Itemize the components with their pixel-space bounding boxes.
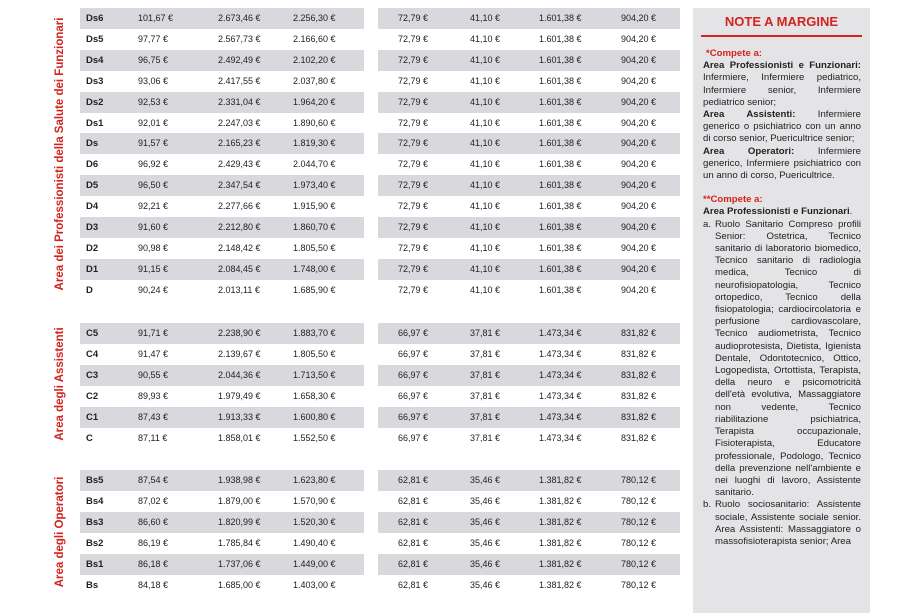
cell-col-4: 72,79 €: [398, 284, 429, 295]
cell-col-3: 1.658,30 €: [293, 390, 336, 401]
cell-col-6: 1.601,38 €: [539, 222, 582, 232]
cell-col-5: 37,81 €: [470, 348, 501, 359]
cell-col-5: 35,46 €: [470, 495, 501, 506]
table-row: [80, 238, 680, 259]
cell-col-1: 92,01 €: [138, 117, 169, 128]
note2-prof-heading-text: Area Professionisti e Funzionari: [703, 206, 850, 218]
cell-col-5: 35,46 €: [470, 558, 501, 569]
cell-col-7: 831,82 €: [621, 348, 657, 359]
cell-col-3: 1.819,30 €: [293, 138, 336, 149]
cell-col-4: 72,79 €: [398, 117, 429, 128]
cell-col-1: 92,21 €: [138, 201, 169, 212]
table-row: [80, 470, 680, 491]
cell-col-1: 93,06 €: [138, 75, 169, 86]
table-row: [80, 29, 680, 50]
row-grade: Bs5: [86, 475, 104, 486]
note-assist: [703, 109, 861, 146]
cell-col-7: 780,12 €: [621, 516, 657, 527]
cell-col-6: 1.601,38 €: [539, 96, 582, 107]
cell-col-5: 41,10 €: [470, 263, 501, 274]
notes-title: NOTE A MARGINE: [724, 14, 839, 29]
cell-col-2: 2.165,23 €: [218, 138, 261, 149]
cell-col-6: 1.381,82 €: [539, 495, 582, 506]
row-grade: D6: [86, 159, 99, 171]
cell-col-1: 91,71 €: [138, 328, 169, 338]
cell-col-7: 904,20 €: [621, 284, 657, 295]
cell-col-1: 91,15 €: [138, 263, 169, 274]
row-grade: D5: [86, 180, 99, 192]
cell-col-3: 2.044,70 €: [293, 159, 336, 170]
cell-col-4: 66,97 €: [398, 390, 429, 401]
vertical-label-funzionari: Area dei Professionisti della Salute dei Funzionari: [54, 17, 66, 291]
cell-col-7: 904,20 €: [621, 96, 657, 107]
cell-col-5: 41,10 €: [470, 284, 501, 295]
cell-col-5: 41,10 €: [470, 242, 501, 253]
cell-col-5: 41,10 €: [470, 180, 501, 191]
vertical-label-operatori: Area degli Operatori: [54, 476, 66, 588]
row-grade: C5: [86, 328, 99, 339]
cell-col-7: 831,82 €: [621, 432, 657, 443]
note-assist-label: Area Assistenti:: [703, 109, 796, 121]
note-prof: [703, 60, 861, 109]
row-grade: Ds5: [86, 33, 104, 45]
table-row: [80, 428, 680, 449]
cell-col-4: 72,79 €: [398, 54, 429, 65]
table-row: [80, 154, 680, 175]
cell-col-4: 62,81 €: [398, 558, 429, 569]
cell-col-3: 1.623,80 €: [293, 475, 336, 485]
cell-col-3: 1.915,90 €: [293, 201, 336, 212]
cell-col-6: 1.473,34 €: [539, 411, 582, 422]
row-grade: D2: [86, 242, 99, 254]
cell-col-5: 35,46 €: [470, 537, 501, 548]
cell-col-4: 62,81 €: [398, 475, 429, 485]
cell-col-1: 91,60 €: [138, 222, 169, 232]
cell-col-4: 72,79 €: [398, 33, 429, 44]
cell-col-7: 831,82 €: [621, 411, 657, 422]
cell-col-1: 90,24 €: [138, 284, 169, 295]
table-row: [80, 554, 680, 575]
row-grade: Bs2: [86, 537, 104, 549]
cell-col-2: 2.084,45 €: [218, 263, 261, 274]
cell-col-2: 2.044,36 €: [218, 369, 261, 380]
cell-col-6: 1.601,38 €: [539, 117, 582, 128]
note-assist-text: Infermiere generico o psichiatrico con un anno di corso senior, Puericultrice senior;: [703, 109, 861, 145]
table-row: [80, 8, 680, 29]
notes-title-rule: [701, 35, 862, 37]
note-prof-label: Area Professionisti e Funzionari:: [703, 60, 861, 72]
cell-col-4: 72,79 €: [398, 13, 429, 23]
cell-col-7: 904,20 €: [621, 222, 657, 232]
note-prof-text: Infermiere, Infermiere pediatrico, Infermiere senior, Infermiere pediatrico senior;: [703, 72, 861, 108]
row-grade: Bs3: [86, 516, 104, 528]
table-row: [80, 344, 680, 365]
cell-col-1: 86,18 €: [138, 558, 169, 569]
cell-col-4: 62,81 €: [398, 537, 429, 548]
cell-col-2: 2.331,04 €: [218, 96, 261, 107]
cell-col-5: 41,10 €: [470, 117, 501, 128]
cell-col-7: 780,12 €: [621, 579, 657, 590]
cell-col-4: 66,97 €: [398, 328, 429, 338]
row-grade: D3: [86, 222, 99, 233]
cell-col-2: 1.879,00 €: [218, 495, 261, 506]
cell-col-4: 72,79 €: [398, 263, 429, 274]
cell-col-3: 1.805,50 €: [293, 348, 336, 359]
note-oper-label: Area Operatori:: [703, 145, 795, 157]
cell-col-3: 2.166,60 €: [293, 33, 336, 44]
table-row: [80, 133, 680, 154]
row-grade: Ds6: [86, 13, 104, 24]
note2-item-a: [703, 219, 861, 500]
cell-col-6: 1.601,38 €: [539, 263, 582, 274]
row-grade: C1: [86, 411, 99, 423]
cell-col-4: 66,97 €: [398, 432, 429, 443]
salary-table: [80, 0, 680, 613]
cell-col-1: 92,53 €: [138, 96, 169, 107]
cell-col-1: 84,18 €: [138, 579, 169, 590]
note2-item-b: [703, 499, 861, 548]
cell-col-2: 1.938,98 €: [218, 475, 261, 485]
cell-col-3: 1.600,80 €: [293, 411, 336, 422]
notes-body: [703, 48, 861, 548]
cell-col-6: 1.473,34 €: [539, 432, 582, 443]
row-grade: Ds2: [86, 96, 104, 108]
cell-col-3: 1.449,00 €: [293, 558, 336, 569]
cell-col-7: 904,20 €: [621, 242, 657, 253]
table-row: [80, 92, 680, 113]
table-row: [80, 175, 680, 196]
cell-col-6: 1.601,38 €: [539, 33, 582, 44]
cell-col-7: 904,20 €: [621, 263, 657, 274]
cell-col-2: 1.820,99 €: [218, 516, 261, 527]
cell-col-7: 904,20 €: [621, 54, 657, 65]
cell-col-1: 86,60 €: [138, 516, 169, 527]
margin-notes: [693, 8, 870, 613]
row-grade: Ds: [86, 138, 99, 150]
table-row: [80, 217, 680, 238]
cell-col-5: 35,46 €: [470, 475, 501, 485]
cell-col-1: 97,77 €: [138, 33, 169, 44]
table-row: [80, 575, 680, 596]
note2-prof-heading-end: .: [849, 206, 853, 218]
cell-col-7: 831,82 €: [621, 328, 657, 338]
cell-col-7: 904,20 €: [621, 75, 657, 86]
cell-col-4: 66,97 €: [398, 411, 429, 422]
cell-col-3: 2.102,20 €: [293, 54, 336, 65]
table-row: [80, 533, 680, 554]
cell-col-3: 1.490,40 €: [293, 537, 336, 548]
cell-col-2: 1.685,00 €: [218, 579, 261, 590]
cell-col-5: 41,10 €: [470, 138, 501, 149]
cell-col-2: 2.417,55 €: [218, 75, 261, 86]
note2-prof-heading: [703, 206, 861, 218]
row-grade: Ds4: [86, 54, 104, 66]
cell-col-3: 1.890,60 €: [293, 117, 336, 128]
cell-col-1: 89,93 €: [138, 390, 169, 401]
cell-col-4: 72,79 €: [398, 201, 429, 212]
cell-col-2: 1.979,49 €: [218, 390, 261, 401]
table-row: [80, 491, 680, 512]
cell-col-1: 96,50 €: [138, 180, 169, 191]
table-row: [80, 71, 680, 92]
table-row: [80, 386, 680, 407]
cell-col-2: 2.148,42 €: [218, 242, 261, 253]
cell-col-1: 91,47 €: [138, 348, 169, 359]
cell-col-1: 91,57 €: [138, 138, 169, 149]
cell-col-4: 72,79 €: [398, 96, 429, 107]
cell-col-3: 1.403,00 €: [293, 579, 336, 590]
cell-col-7: 780,12 €: [621, 475, 657, 485]
cell-col-7: 904,20 €: [621, 180, 657, 191]
cell-col-5: 41,10 €: [470, 13, 501, 23]
row-grade: Bs: [86, 579, 99, 591]
cell-col-3: 1.883,70 €: [293, 328, 336, 338]
row-grade: C2: [86, 390, 99, 402]
note2-item-b-marker: b.: [703, 499, 712, 511]
table-row: [80, 259, 680, 280]
row-grade: D1: [86, 263, 99, 275]
cell-col-6: 1.381,82 €: [539, 537, 582, 548]
cell-col-5: 41,10 €: [470, 96, 501, 107]
cell-col-2: 2.238,90 €: [218, 328, 261, 338]
cell-col-4: 72,79 €: [398, 222, 429, 232]
cell-col-5: 41,10 €: [470, 201, 501, 212]
cell-col-1: 101,67 €: [138, 13, 174, 23]
cell-col-7: 780,12 €: [621, 537, 657, 548]
cell-col-4: 72,79 €: [398, 159, 429, 170]
cell-col-6: 1.473,34 €: [539, 390, 582, 401]
cell-col-2: 1.785,84 €: [218, 537, 261, 548]
cell-col-2: 2.492,49 €: [218, 54, 261, 65]
cell-col-5: 41,10 €: [470, 33, 501, 44]
cell-col-5: 41,10 €: [470, 222, 501, 232]
cell-col-1: 90,55 €: [138, 369, 169, 380]
cell-col-7: 831,82 €: [621, 369, 657, 380]
cell-col-5: 41,10 €: [470, 54, 501, 65]
cell-col-1: 87,02 €: [138, 495, 169, 506]
compete-heading-1: *Compete a:: [706, 48, 762, 59]
note2-item-a-text: Ruolo Sanitario Compreso profili Senior: Ostetrica, Tecnico sanitario di laboratorio biomedico, Tecnico sanitario di radiologia medica, Tecnico di neurofisiopatologia, Tecnico ortopedico, Tecnico della fisiopatologia; cardiocircolatoria e perfusione cardiovascolare, Tecnico audiometrista, Tecnico audioprotesista, Dietista, Igienista Dentale, Odontotecnico, Ottico, Logopedista, Ortottista, Terapista, della neuro e psicomotricità dell'età evolutiva, Massaggiatore non vedente, Tecnico riabilitazione psichiatrica, Terapista occupazionale, Fisioterapista, Educatore professionale, Podologo, Tecnico della prevenzione nell'ambiente e nei luoghi di lavoro, Assistente sanitario.: [715, 218, 861, 499]
cell-col-3: 1.520,30 €: [293, 516, 336, 527]
cell-col-2: 2.429,43 €: [218, 159, 261, 170]
cell-col-6: 1.601,38 €: [539, 75, 582, 86]
cell-col-6: 1.601,38 €: [539, 201, 582, 212]
cell-col-1: 87,54 €: [138, 475, 169, 485]
row-grade: Ds3: [86, 75, 104, 87]
cell-col-6: 1.601,38 €: [539, 13, 582, 23]
table-row: [80, 50, 680, 71]
cell-col-7: 904,20 €: [621, 117, 657, 128]
cell-col-3: 1.805,50 €: [293, 242, 336, 253]
table-row: [80, 407, 680, 428]
cell-col-2: 2.212,80 €: [218, 222, 261, 232]
table-row: [80, 512, 680, 533]
cell-col-3: 1.713,50 €: [293, 369, 336, 380]
cell-col-2: 2.139,67 €: [218, 348, 261, 359]
row-grade: C4: [86, 348, 99, 360]
cell-col-6: 1.601,38 €: [539, 284, 582, 295]
cell-col-2: 2.013,11 €: [218, 284, 260, 295]
cell-col-5: 35,46 €: [470, 516, 501, 527]
cell-col-5: 37,81 €: [470, 328, 501, 338]
note2-item-b-text: Ruolo sociosanitario: Assistente sociale, Assistente sociale senior. Area Assistenti: Massaggiatore o massofisioterapista senior; Area: [715, 499, 861, 547]
cell-col-5: 37,81 €: [470, 432, 501, 443]
note2-item-a-marker: a.: [703, 218, 712, 230]
cell-col-5: 37,81 €: [470, 369, 501, 380]
cell-col-7: 780,12 €: [621, 495, 657, 506]
cell-col-3: 1.860,70 €: [293, 222, 336, 232]
cell-col-1: 87,11 €: [138, 432, 168, 443]
row-grade: D4: [86, 201, 99, 213]
cell-col-7: 831,82 €: [621, 390, 657, 401]
cell-col-6: 1.601,38 €: [539, 54, 582, 65]
cell-col-3: 1.570,90 €: [293, 495, 336, 506]
cell-col-7: 904,20 €: [621, 159, 657, 170]
compete-heading-2: **Compete a:: [703, 194, 763, 206]
cell-col-4: 72,79 €: [398, 75, 429, 86]
cell-col-4: 72,79 €: [398, 138, 429, 149]
cell-col-3: 1.964,20 €: [293, 96, 336, 107]
cell-col-6: 1.473,34 €: [539, 348, 582, 359]
cell-col-2: 2.347,54 €: [218, 180, 261, 191]
cell-col-3: 1.685,90 €: [293, 284, 336, 295]
cell-col-1: 96,75 €: [138, 54, 169, 65]
cell-col-2: 2.247,03 €: [218, 117, 261, 128]
cell-col-6: 1.381,82 €: [539, 558, 582, 569]
cell-col-1: 87,43 €: [138, 411, 169, 422]
cell-col-3: 1.552,50 €: [293, 432, 336, 443]
cell-col-6: 1.473,34 €: [539, 369, 582, 380]
cell-col-1: 86,19 €: [138, 537, 169, 548]
table-row: [80, 323, 680, 344]
cell-col-3: 1.973,40 €: [293, 180, 336, 191]
cell-col-6: 1.381,82 €: [539, 579, 582, 590]
cell-col-6: 1.381,82 €: [539, 516, 582, 527]
cell-col-6: 1.473,34 €: [539, 328, 582, 338]
cell-col-2: 1.913,33 €: [218, 411, 261, 422]
row-grade: Bs4: [86, 495, 104, 507]
note-oper-text: Infermiere generico, Infermiere psichiatrico con un anno di corso, Puericultrice.: [703, 145, 861, 182]
row-grade: C3: [86, 369, 99, 381]
cell-col-6: 1.601,38 €: [539, 159, 582, 170]
cell-col-1: 90,98 €: [138, 242, 169, 253]
cell-col-5: 41,10 €: [470, 75, 501, 86]
cell-col-5: 35,46 €: [470, 579, 501, 590]
cell-col-4: 62,81 €: [398, 516, 429, 527]
cell-col-7: 904,20 €: [621, 33, 657, 44]
cell-col-7: 904,20 €: [621, 201, 657, 212]
cell-col-7: 904,20 €: [621, 138, 657, 149]
row-grade: C: [86, 432, 93, 444]
row-grade: D: [86, 284, 93, 296]
cell-col-5: 37,81 €: [470, 411, 501, 422]
cell-col-2: 2.567,73 €: [218, 33, 261, 44]
cell-col-3: 2.037,80 €: [293, 75, 336, 86]
cell-col-1: 96,92 €: [138, 159, 169, 170]
cell-col-4: 62,81 €: [398, 495, 429, 506]
cell-col-6: 1.601,38 €: [539, 138, 582, 149]
cell-col-4: 72,79 €: [398, 242, 429, 253]
cell-col-4: 66,97 €: [398, 369, 429, 380]
cell-col-2: 1.858,01 €: [218, 432, 261, 443]
vertical-label-assistenti: Area degli Assistenti: [54, 327, 66, 441]
table-row: [80, 280, 680, 301]
cell-col-6: 1.601,38 €: [539, 242, 582, 253]
cell-col-7: 780,12 €: [621, 558, 657, 569]
cell-col-7: 904,20 €: [621, 13, 657, 23]
cell-col-5: 41,10 €: [470, 159, 501, 170]
row-grade: Ds1: [86, 117, 104, 129]
cell-col-2: 2.673,46 €: [218, 13, 261, 23]
cell-col-3: 1.748,00 €: [293, 263, 336, 274]
table-row: [80, 113, 680, 134]
cell-col-3: 2.256,30 €: [293, 13, 336, 23]
table-row: [80, 196, 680, 217]
cell-col-4: 66,97 €: [398, 348, 429, 359]
cell-col-5: 37,81 €: [470, 390, 501, 401]
row-grade: Bs1: [86, 558, 104, 570]
note-oper: [703, 146, 861, 183]
cell-col-4: 62,81 €: [398, 579, 429, 590]
cell-col-6: 1.381,82 €: [539, 475, 582, 485]
cell-col-6: 1.601,38 €: [539, 180, 582, 191]
cell-col-2: 2.277,66 €: [218, 201, 261, 212]
table-row: [80, 365, 680, 386]
cell-col-2: 1.737,06 €: [218, 558, 261, 569]
cell-col-4: 72,79 €: [398, 180, 429, 191]
